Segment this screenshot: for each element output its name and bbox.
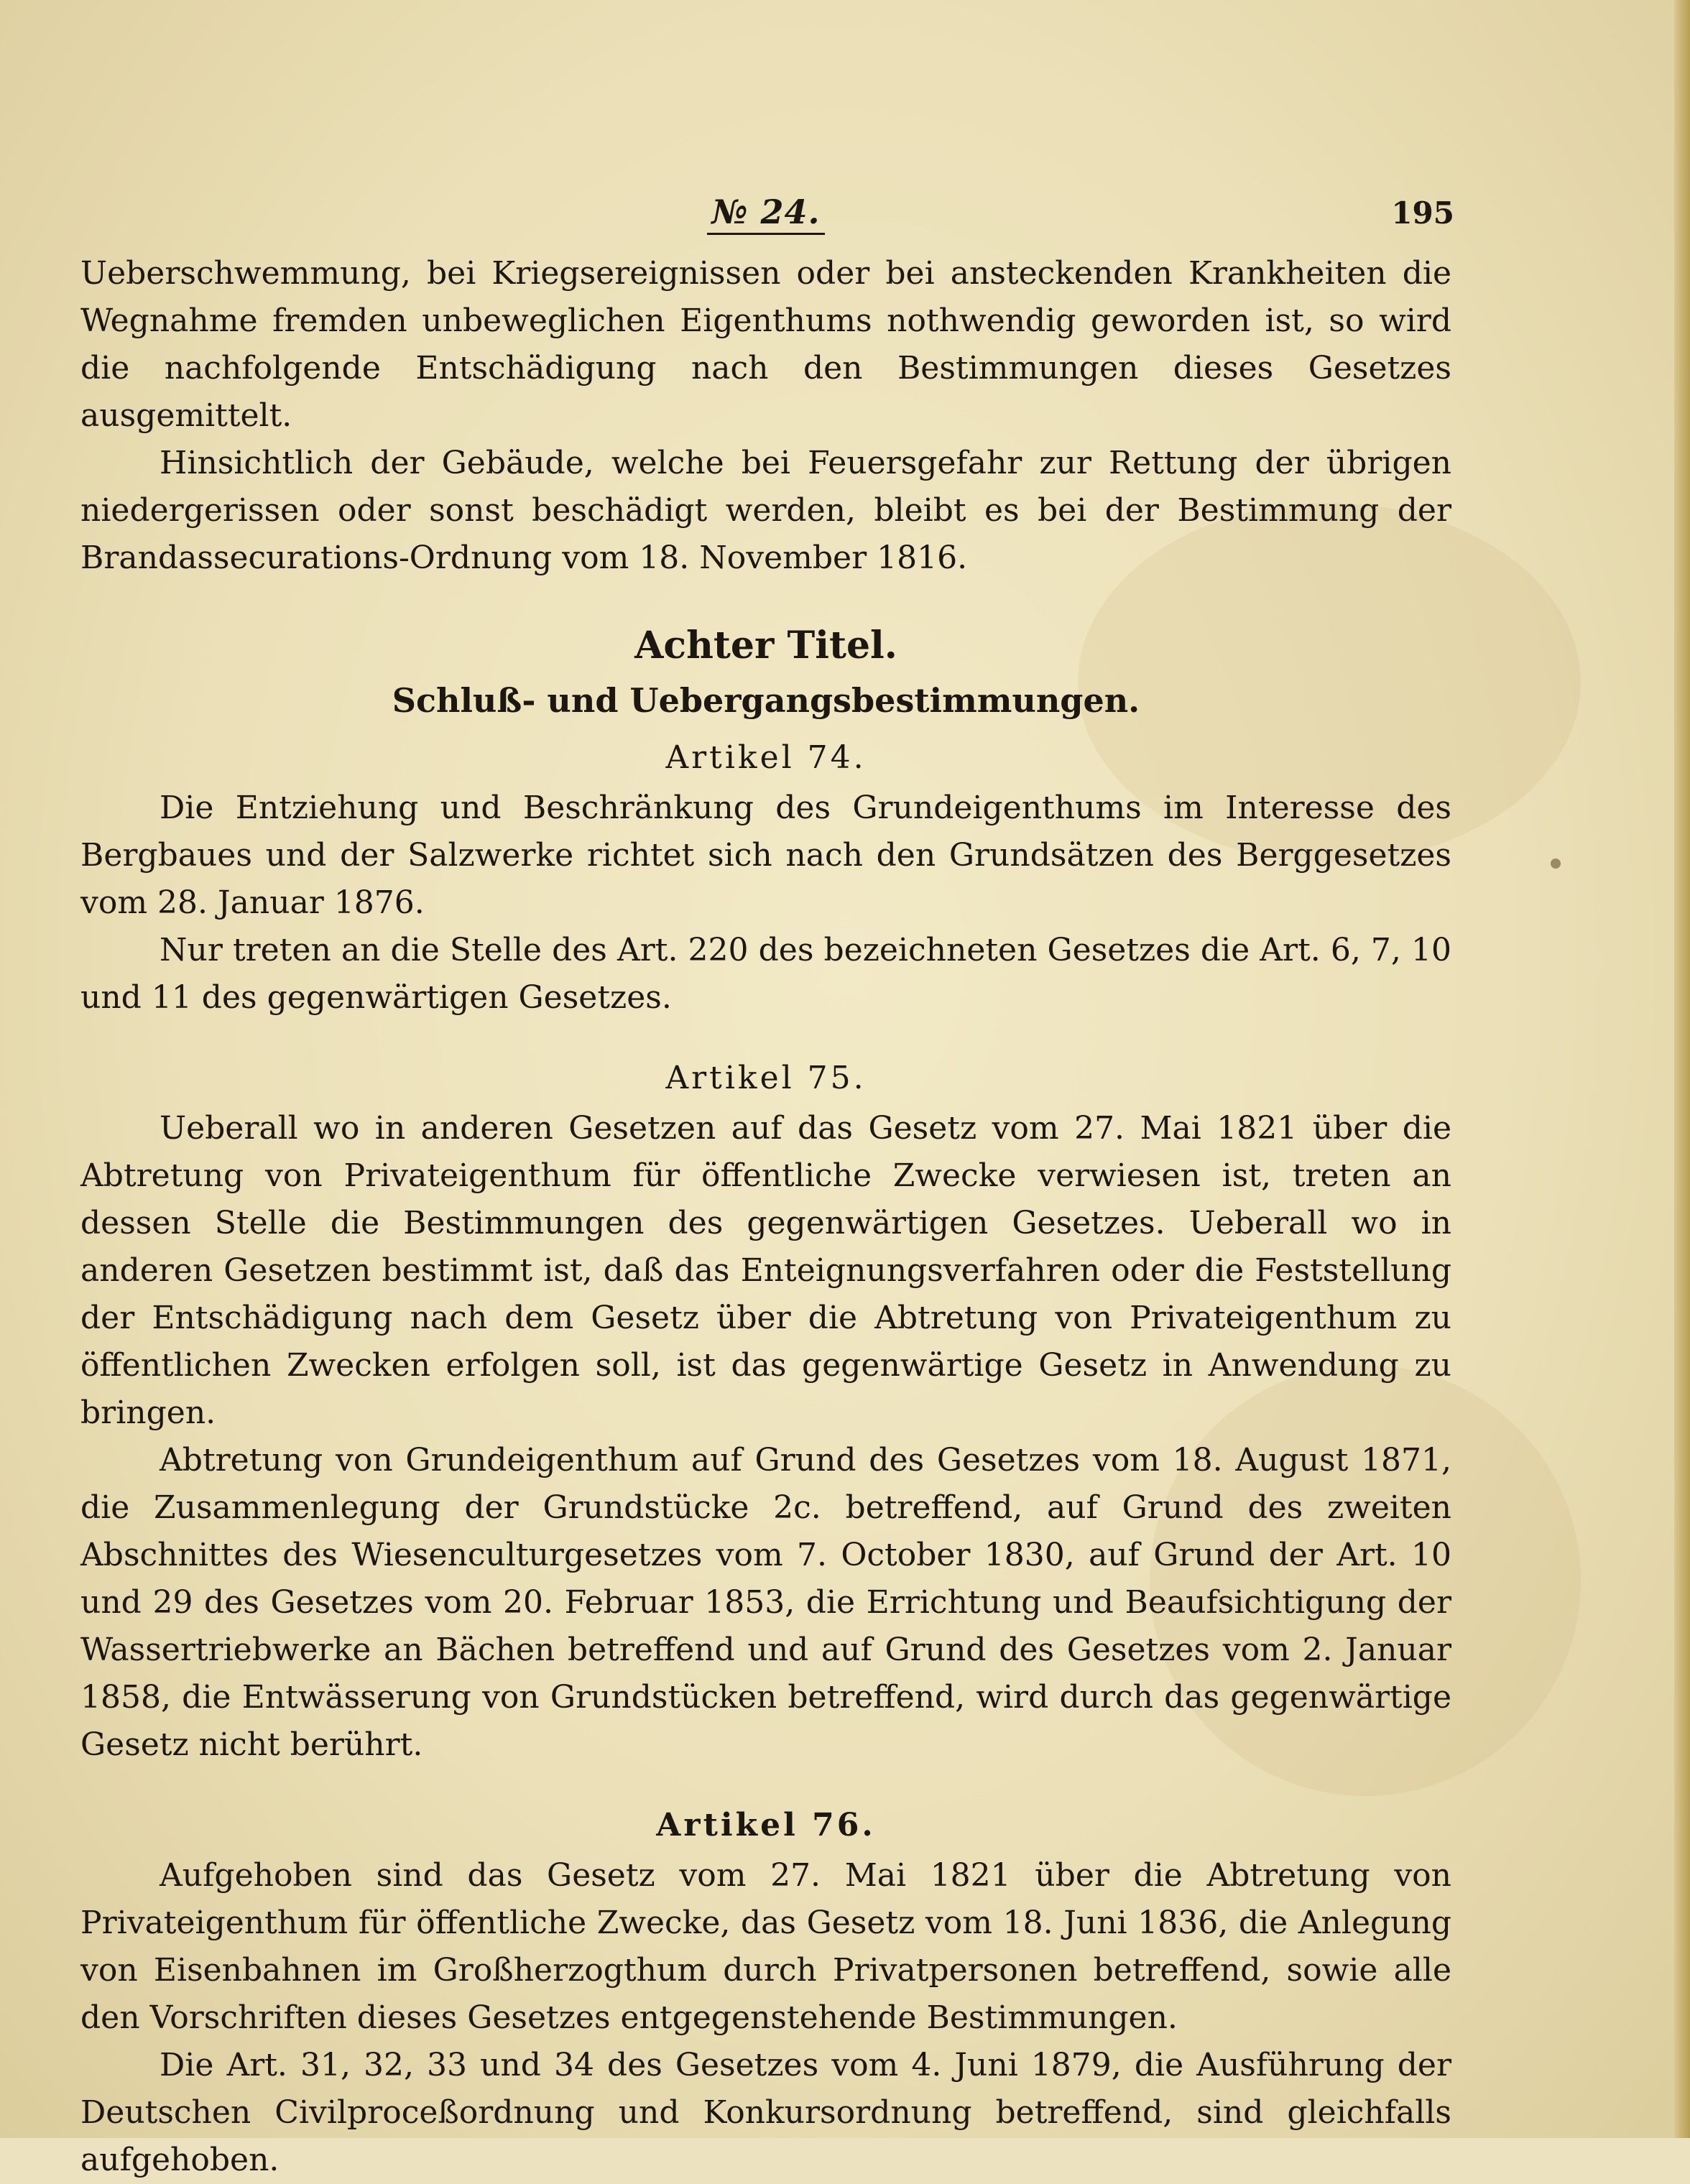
section-title: Achter Titel. [634, 624, 897, 667]
page-header [80, 193, 1454, 250]
article-75-paragraph-2: Abtretung von Grundeigenthum auf Grund des Gesetzes vom 18. August 1871, die Zusammenlegung der Grundstücke 2c. betreffend, auf Grund des zweiten Abschnittes des Wiesenculturgesetzes vom 7. October 1830, auf Grund der Art. 10 und 29 des Gesetzes vom 20. Februar 1853, die Errichtung und Beaufsichtigung der Wassertriebwerke an Bächen betreffend und auf Grund des Gesetzes vom 2. Januar 1858, die Entwässerung von Grundstücken betreffend, wird durch das gegenwärtige Gesetz nicht berührt. [80, 1442, 1451, 1763]
issue-number: № 24. [707, 193, 824, 235]
intro-paragraph-2: Hinsichtlich der Gebäude, welche bei Feuersgefahr zur Rettung der übrigen niedergerissen oder sonst beschädigt werden, bleibt es bei der Bestimmung der Brandassecurations-Ordnung vom 18. November 1816. [80, 445, 1451, 576]
article-75-paragraph-1: Ueberall wo in anderen Gesetzen auf das Gesetz vom 27. Mai 1821 über die Abtretung von Privateigenthum für öffentliche Zwecke verwiesen ist, treten an dessen Stelle die Bestimmungen des gegenwärtigen Gesetzes. Ueberall wo in anderen Gesetzen bestimmt ist, daß das Enteignungsverfahren oder die Feststellung der Entschädigung nach dem Gesetz über die Abtretung von Privateigenthum zu öffentlichen Zwecken erfolgen soll, ist das gegenwärtige Gesetz in Anwendung zu bringen. [80, 1110, 1451, 1431]
article-74-paragraph-1: Die Entziehung und Beschränkung des Grundeigenthums im Interesse des Bergbaues und der Salzwerke richtet sich nach den Grundsätzen des Berggesetzes vom 28. Januar 1876. [80, 790, 1451, 921]
article-76-heading: Artikel 76. [656, 1807, 876, 1843]
article-74-paragraph-2: Nur treten an die Stelle des Art. 220 des bezeichneten Gesetzes die Art. 6, 7, 10 und 11 des gegenwärtigen Gesetzes. [80, 932, 1451, 1016]
page-content [80, 193, 1454, 2184]
section-subtitle: Schluß- und Uebergangsbestimmungen. [392, 681, 1140, 720]
article-76-paragraph-2: Die Art. 31, 32, 33 und 34 des Gesetzes vom 4. Juni 1879, die Ausführung der Deutschen Civilproceßordnung und Konkursordnung betreffend, sind gleichfalls aufgehoben. [80, 2047, 1451, 2178]
article-75-heading: Artikel 75. [665, 1060, 867, 1096]
ink-speck [1551, 859, 1561, 869]
article-74-heading: Artikel 74. [665, 739, 867, 776]
intro-paragraph-1: Ueberschwemmung, bei Kriegsereignissen oder bei ansteckenden Krankheiten die Wegnahme fremden unbeweglichen Eigenthums nothwendig geworden ist, so wird die nachfolgende Entschädigung nach den Bestimmungen dieses Gesetzes ausgemittelt. [80, 255, 1451, 434]
page-number: 195 [1391, 195, 1454, 231]
page-edge [1674, 0, 1690, 2138]
article-76-paragraph-1: Aufgehoben sind das Gesetz vom 27. Mai 1821 über die Abtretung von Privateigenthum für öffentliche Zwecke, das Gesetz vom 18. Juni 1836, die Anlegung von Eisenbahnen im Großherzogthum durch Privatpersonen betreffend, sowie alle den Vorschriften dieses Gesetzes entgegenstehende Bestimmungen. [80, 1857, 1451, 2036]
